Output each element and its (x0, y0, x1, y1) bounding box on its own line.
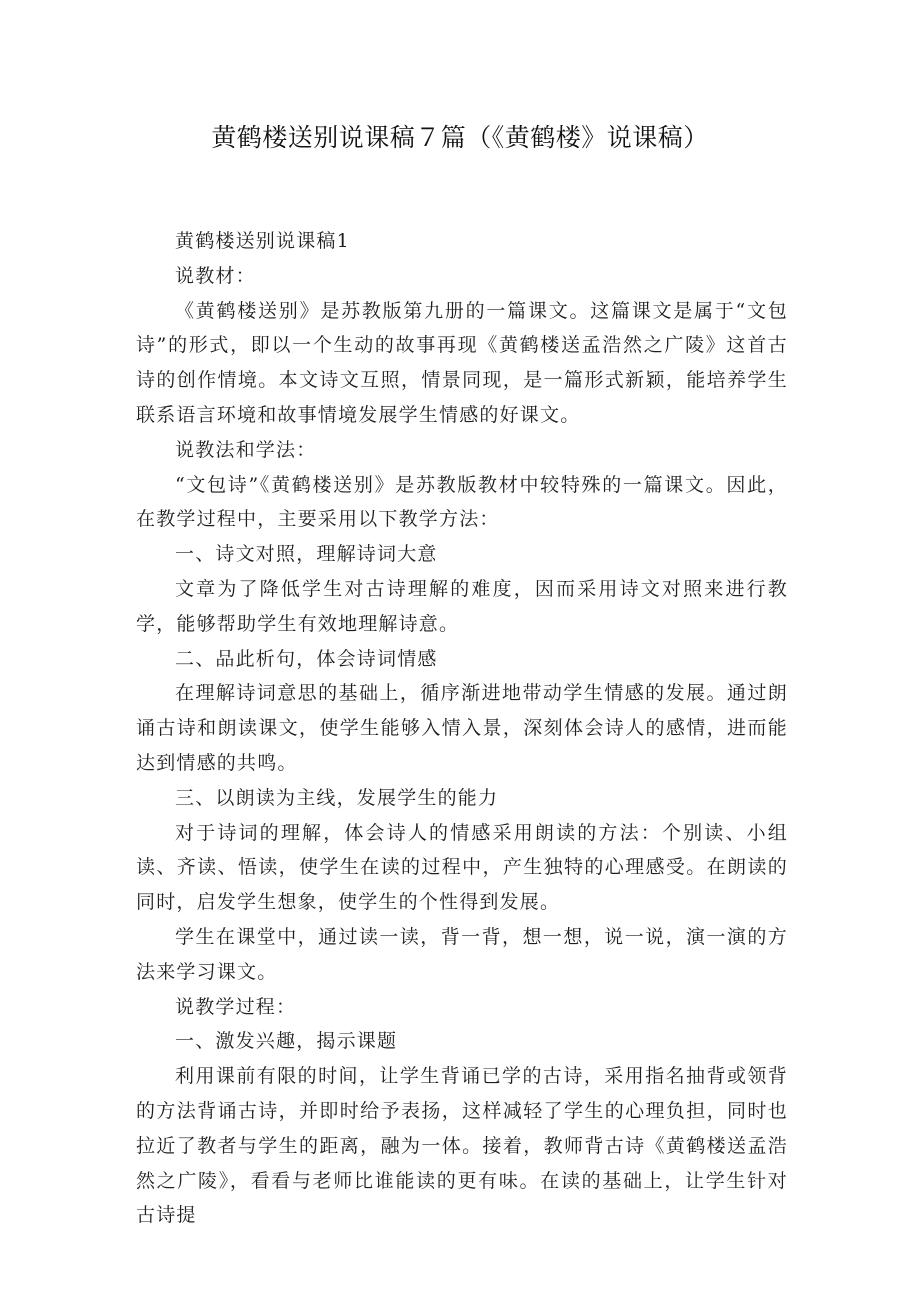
subheading-teaching-process: 说教学过程： (175, 995, 297, 1018)
paragraph: 学生在课堂中，通过读一读，背一背，想一想，说一说，演一演的方法来学习课文。 (136, 925, 788, 983)
paragraph: 对于诗词的理解，体会诗人的情感采用朗读的方法：个别读、小组读、齐读、悟读，使学生在读的过程中，产生独特的心理感受。在朗读的同时，启发学生想象，使学生的个性得到发展。 (136, 821, 788, 914)
paragraph: 在理解诗词意思的基础上，循序渐进地带动学生情感的发展。通过朗诵古诗和朗读课文，使学生能够入情入景，深刻体会诗人的感情，进而能达到情感的共鸣。 (136, 682, 788, 774)
subheading-teaching-methods: 说教法和学法： (175, 438, 317, 461)
list-heading: 一、诗文对照，理解诗词大意 (175, 543, 438, 566)
paragraph: “文包诗”《黄鹤楼送别》是苏教版教材中较特殊的一篇课文。因此，在教学过程中，主要采用以下教学方法： (136, 473, 788, 531)
paragraph: 利用课前有限的时间，让学生背诵已学的古诗，采用指名抽背或领背的方法背诵古诗，并即时给予表扬，这样减轻了学生的心理负担，同时也拉近了教者与学生的距离，融为一体。接着，教师背古诗《黄鹤楼送孟浩然之广陵》，看看与老师比谁能读的更有味。在读的基础上，让学生针对古诗提 (136, 1065, 788, 1227)
list-heading: 一、激发兴趣，揭示课题 (175, 1030, 398, 1053)
document-title: 黄鹤楼送别说课稿７篇（《黄鹤楼》说课稿） (211, 123, 709, 152)
paragraph: 文章为了降低学生对古诗理解的难度，因而采用诗文对照来进行教学，能够帮助学生有效地理解诗意。 (136, 577, 788, 635)
paragraph: 《黄鹤楼送别》是苏教版第九册的一篇课文。这篇课文是属于“文包诗”的形式，即以一个生动的故事再现《黄鹤楼送孟浩然之广陵》这首古诗的创作情境。本文诗文互照，情景同现，是一篇形式新颖，能培养学生联系语言环境和故事情境发展学生情感的好课文。 (136, 299, 788, 426)
list-heading: 二、品此析句，体会诗词情感 (175, 647, 438, 670)
subheading-teaching-material: 说教材： (175, 264, 256, 287)
document-body (136, 224, 788, 1233)
list-heading: 三、以朗读为主线，发展学生的能力 (175, 786, 499, 809)
section-heading: 黄鹤楼送别说课稿1 (175, 230, 350, 252)
